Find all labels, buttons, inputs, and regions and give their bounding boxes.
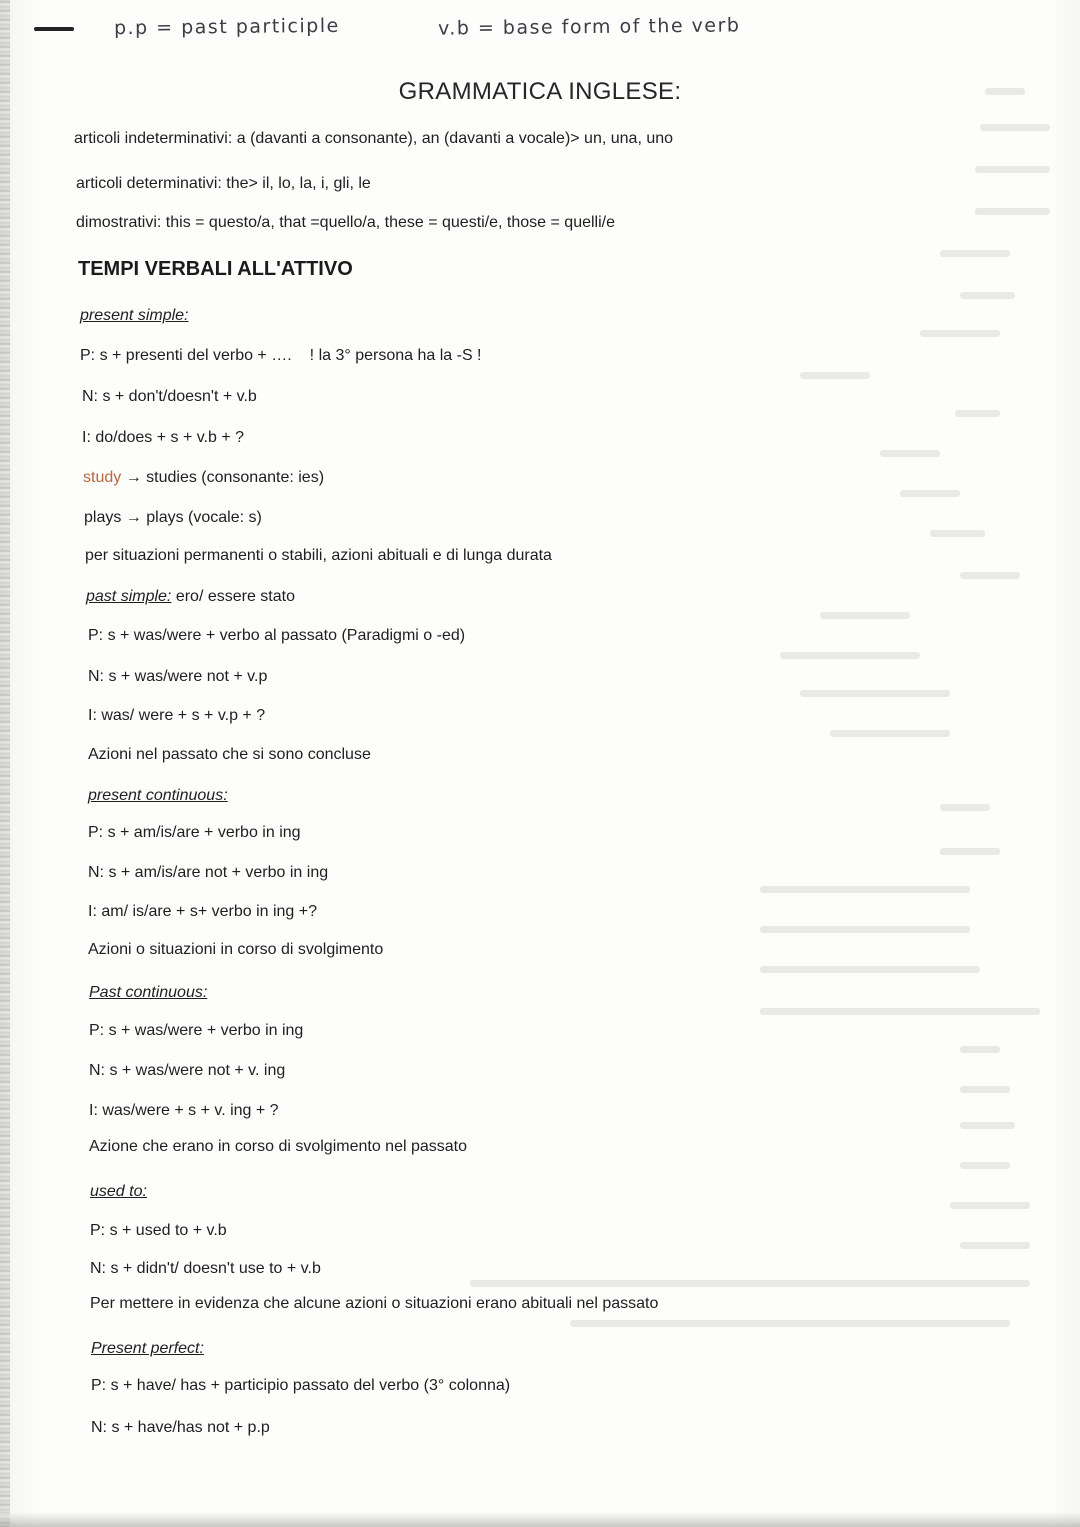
example-line: plays → plays (vocale: s) bbox=[84, 509, 262, 526]
usage-line: Azioni nel passato che si sono concluse bbox=[88, 746, 371, 763]
example-word: study bbox=[83, 469, 122, 486]
section-title: TEMPI VERBALI ALL'ATTIVO bbox=[78, 258, 353, 280]
third-person-note: ! la 3° persona ha la -S ! bbox=[309, 347, 482, 364]
rule-positive: P: s + was/were + verbo al passato (Paradigmi o -ed) bbox=[88, 627, 466, 644]
page-title: GRAMMATICA INGLESE: bbox=[398, 78, 682, 105]
rule-negative: N: s + was/were not + v.p bbox=[88, 668, 268, 685]
tense-label-present-simple: present simple: bbox=[80, 307, 189, 324]
rule-positive: P: s + have/ has + participio passato del verbo (3° colonna) bbox=[91, 1377, 511, 1394]
tense-label-past-continuous: Past continuous: bbox=[89, 984, 208, 1001]
tense-label-translation: ero/ essere stato bbox=[171, 588, 295, 605]
rule-negative: N: s + have/has not + p.p bbox=[91, 1419, 270, 1436]
example-line bbox=[83, 469, 324, 487]
rule-positive: P: s + am/is/are + verbo in ing bbox=[88, 824, 301, 841]
rule-interrogative: I: was/were + s + v. ing + ? bbox=[89, 1102, 279, 1119]
handwritten-note-pp: p.p = past participle bbox=[113, 14, 340, 40]
intro-line: articoli determinativi: the> il, lo, la, i, gli, le bbox=[76, 175, 371, 192]
rule-negative: N: s + didn't/ doesn't use to + v.b bbox=[90, 1260, 321, 1277]
usage-line: per situazioni permanenti o stabili, azioni abituali e di lunga durata bbox=[85, 547, 552, 564]
rule-negative: N: s + don't/doesn't + v.b bbox=[82, 388, 257, 405]
usage-line: Azioni o situazioni in corso di svolgimento bbox=[88, 941, 384, 958]
rule-positive: P: s + used to + v.b bbox=[90, 1222, 227, 1239]
scanned-left-edge bbox=[0, 0, 10, 1527]
usage-line: Azione che erano in corso di svolgimento nel passato bbox=[89, 1138, 467, 1155]
tense-label: past simple: bbox=[86, 588, 172, 605]
rule-interrogative: I: was/ were + s + v.p + ? bbox=[88, 707, 266, 724]
rule-text: P: s + presenti del verbo + …. bbox=[80, 347, 292, 364]
tense-label-used-to: used to: bbox=[90, 1183, 147, 1200]
example-text: → studies (consonante: ies) bbox=[121, 469, 325, 486]
rule-interrogative: I: do/does + s + v.b + ? bbox=[82, 429, 245, 446]
tense-label-present-perfect: Present perfect: bbox=[91, 1340, 204, 1357]
usage-line: Per mettere in evidenza che alcune azioni o situazioni erano abituali nel passato bbox=[90, 1295, 659, 1312]
intro-line: articoli indeterminativi: a (davanti a consonante), an (davanti a vocale)> un, una, uno bbox=[74, 130, 674, 147]
dash-mark bbox=[34, 27, 74, 31]
rule-positive: P: s + was/were + verbo in ing bbox=[89, 1022, 304, 1039]
scanned-bottom-edge bbox=[0, 1513, 1080, 1527]
rule-positive bbox=[80, 347, 482, 365]
handwritten-note-vb: v.b = base form of the verb bbox=[437, 14, 741, 40]
rule-interrogative: I: am/ is/are + s+ verbo in ing +? bbox=[88, 903, 318, 920]
intro-line: dimostrativi: this = questo/a, that =quello/a, these = questi/e, those = quelli/e bbox=[76, 214, 615, 231]
tense-label-past-simple bbox=[86, 588, 295, 606]
rule-negative: N: s + was/were not + v. ing bbox=[89, 1062, 286, 1079]
rule-negative: N: s + am/is/are not + verbo in ing bbox=[88, 864, 329, 881]
tense-label-present-continuous: present continuous: bbox=[88, 787, 228, 804]
